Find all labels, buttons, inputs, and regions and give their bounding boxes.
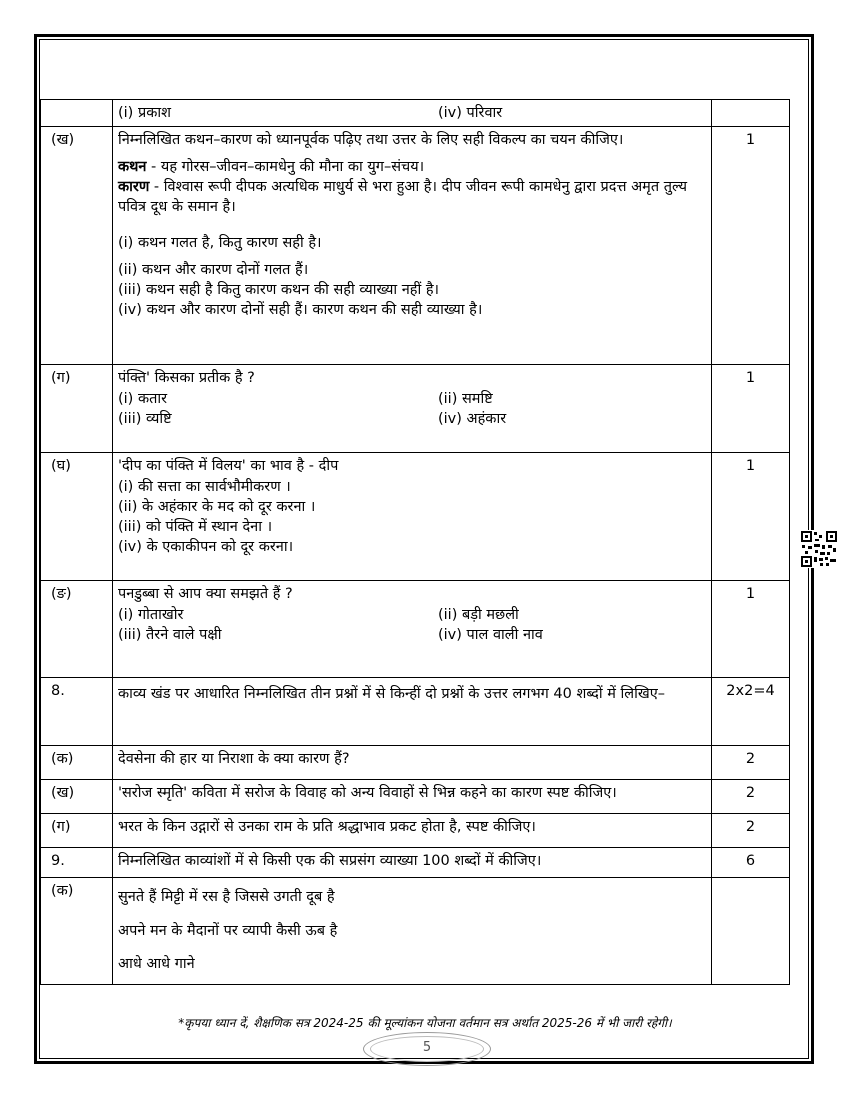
q-content-cell [113,581,712,678]
kathan-line [118,157,706,177]
karan-label: कारण [118,178,150,195]
karan-line [118,177,706,218]
q-content-cell [113,100,712,127]
option: (i) कथन गलत है, कितु कारण सही है। [118,235,322,252]
table-row [41,581,790,678]
q-label: (क) [41,746,113,780]
option: (iv) कथन और कारण दोनों सही हैं। कारण कथन की सही व्याख्या है। [118,302,483,319]
qr-code-icon [800,530,838,568]
question-table [40,99,790,985]
kathan-text: - यह गोरस–जीवन–कामधेनु की मौना का युग–संचय। [146,158,425,175]
q-label: (ग) [41,365,113,453]
marks-cell [712,878,790,985]
option: (ii) बड़ी मछली [438,606,519,623]
marks: 2 [712,780,790,814]
table-row [41,678,790,746]
question-text: काव्य खंड पर आधारित निम्नलिखित तीन प्रश्नों में से किन्हीं दो प्रश्नों के उत्तर लगभग 40 शब्दों में लिखिए– [118,686,665,703]
question-text: निम्नलिखित काव्यांशों में से किसी एक की सप्रसंग व्याख्या 100 शब्दों में कीजिए। [113,848,712,878]
option: (iv) पाल वाली नाव [438,626,543,643]
option: (iv) परिवार [438,105,503,121]
q-label: 8. [41,678,113,746]
option: (iii) व्यष्टि [118,410,172,427]
table-row [41,127,790,365]
marks: 2x2=4 [712,678,790,746]
marks: 2 [712,814,790,848]
option: (iv) के एकाकीपन को दूर करना। [118,539,294,556]
poem-line: अपने मन के मैदानों पर व्यापी कैसी ऊब है [118,922,338,939]
marks: 1 [712,581,790,678]
table-row [41,746,790,780]
q-label-cell [41,100,113,127]
option: (ii) कथन और कारण दोनों गलत हैं। [118,261,309,278]
q-label: (ग) [41,814,113,848]
q-content-cell [113,878,712,985]
q-label: (ङ) [41,581,113,678]
option: (iii) कथन सही है कितु कारण कथन की सही व्याख्या नहीं है। [118,282,440,299]
poem-line: आधे आधे गाने [118,955,195,972]
marks: 1 [712,453,790,581]
kathan-label: कथन [118,158,147,175]
question-text: देवसेना की हार या निराशा के क्या कारण हैं? [113,746,712,780]
table-row [41,780,790,814]
q-content-cell [113,678,712,746]
marks: 2 [712,746,790,780]
poem-line: सुनते हैं मिट्टी में रस है जिससे उगती दूब है [118,889,335,906]
page-number: 5 [422,1040,432,1055]
marks-cell [712,100,790,127]
q-content-cell [113,365,712,453]
question-text: पंक्ति' किसका प्रतीक है ? [118,370,255,387]
marks: 1 [712,365,790,453]
marks: 1 [712,127,790,365]
q-label: (ख) [41,780,113,814]
q-label: (घ) [41,453,113,581]
option: (iv) अहंकार [438,410,507,427]
q-content-cell [113,127,712,365]
question-text: भरत के किन उद्गारों से उनका राम के प्रति श्रद्धाभाव प्रकट होता है, स्पष्ट कीजिए। [113,814,712,848]
option: (iii) को पंक्ति में स्थान देना । [118,519,273,536]
option: (i) गोताखोर [118,606,184,623]
table-row [41,878,790,985]
marks: 6 [712,848,790,878]
question-text: 'दीप का पंक्ति में विलय' का भाव है - दीप [118,458,339,475]
q-content-cell [113,453,712,581]
q-label: (ख) [41,127,113,365]
q-label: (क) [41,878,113,985]
option: (ii) समष्टि [438,390,493,407]
table-row [41,848,790,878]
option: (i) प्रकाश [118,105,171,121]
question-text: 'सरोज स्मृति' कविता में सरोज के विवाह को अन्य विवाहों से भिन्न कहने का कारण स्पष्ट कीजिए। [113,780,712,814]
option: (i) कतार [118,390,168,407]
table-row [41,365,790,453]
karan-text: - विश्वास रूपी दीपक अत्यधिक माधुर्य से भरा हुआ है। दीप जीवन रूपी कामधेनु द्वारा प्रदत्त अमृत तुल्य पवित्र दूध के समान है। [118,178,688,216]
question-text: निम्नलिखित कथन–कारण को ध्यानपूर्वक पढ़िए तथा उत्तर के लिए सही विकल्प का चयन कीजिए। [118,132,624,149]
footer-note: *कृपया ध्यान दें, शैक्षणिक सत्र 2024-25 की मूल्यांकन योजना वर्तमान सत्र अर्थात 2025-26 में भी जारी रहेगी। [178,1016,672,1030]
option: (iii) तैरने वाले पक्षी [118,626,222,643]
q-label: 9. [41,848,113,878]
table-row [41,814,790,848]
option: (ii) के अहंकार के मद को दूर करना । [118,498,316,515]
question-text: पनडुब्बा से आप क्या समझते हैं ? [118,586,293,603]
table-row [41,100,790,127]
option: (i) की सत्ता का सार्वभौमीकरण । [118,478,291,495]
table-row [41,453,790,581]
